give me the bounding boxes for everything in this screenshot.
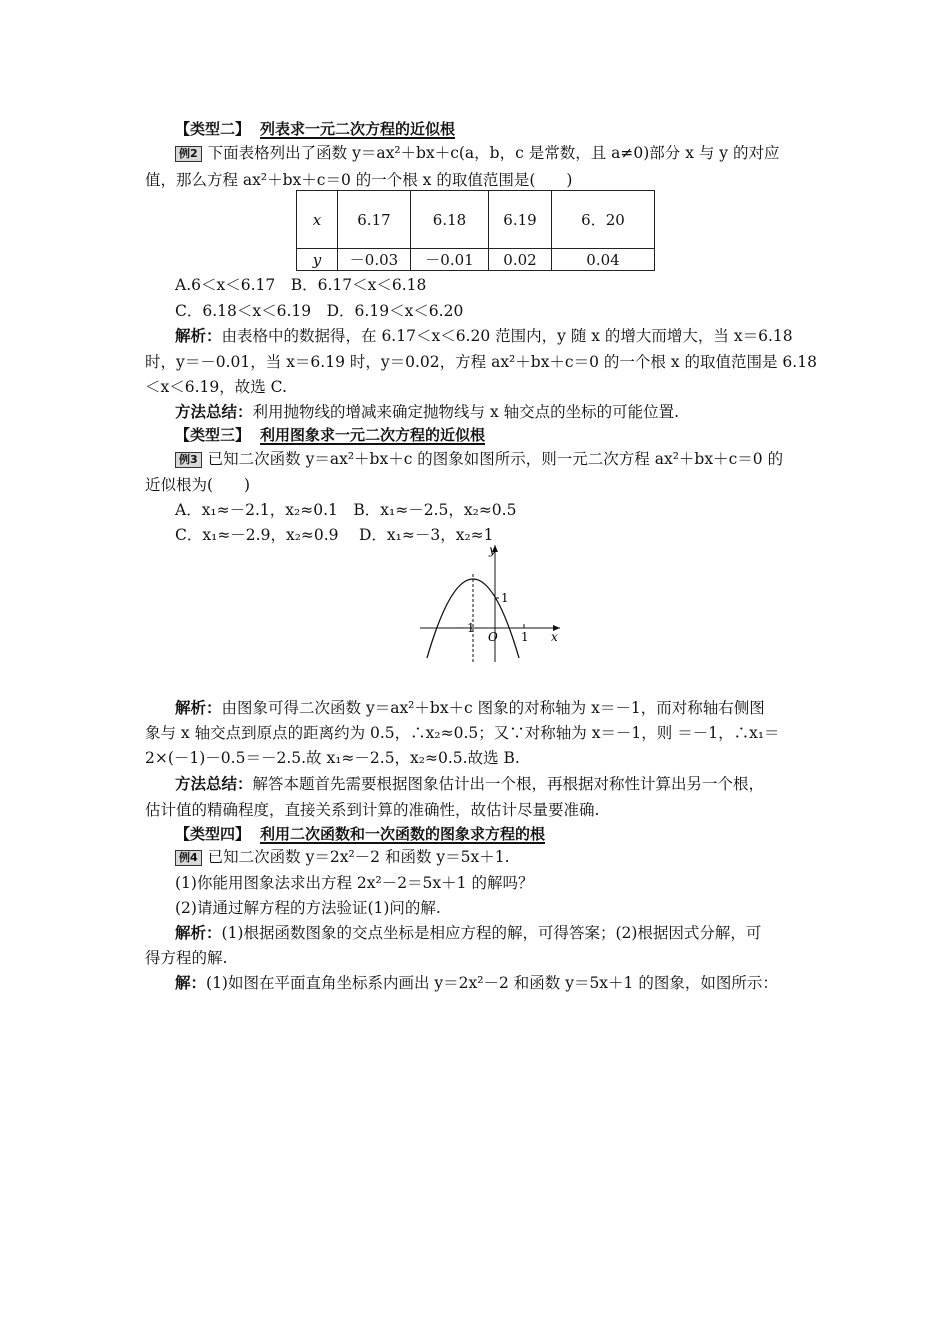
example4-badge: 例4: [175, 850, 202, 866]
y-axis-label: y: [489, 543, 496, 557]
answer-label: 解：: [175, 974, 207, 992]
table-cell: 6．20: [552, 191, 655, 249]
example4-q3: (2)请通过解方程的方法验证(1)问的解.: [175, 899, 441, 917]
example2-q1: 下面表格列出了函数 y＝ax²＋bx＋c(a，b，c 是常数，且 a≠0)部分 x 与 y 的对应: [207, 144, 780, 162]
table-cell: 6.19: [489, 191, 552, 249]
example4-solution-line1: 解析：(1)根据函数图象的交点坐标是相应方程的解，可得答案；(2)根据因式分解，可: [175, 924, 762, 942]
x-axis-label: x: [551, 630, 558, 644]
tick-label-y1: 1: [501, 591, 509, 605]
example2-solution-line1: 解析：由表格中的数据得，在 6.17＜x＜6.20 范围内，y 随 x 的增大而增大，当 x＝6.18: [175, 327, 793, 345]
example2-badge: 例2: [175, 146, 202, 162]
type4-heading: [175, 824, 855, 844]
type3-title: 利用图象求一元二次方程的近似根: [260, 426, 486, 444]
type3-heading: [175, 425, 855, 445]
example3-q2: 近似根为( ): [145, 476, 251, 494]
example4-answer: 解：(1)如图在平面直角坐标系内画出 y＝2x²－2 和函数 y＝5x＋1 的图象，如图所示：: [175, 974, 778, 992]
tick-label-neg1: －1: [455, 621, 475, 635]
example4-q2: (1)你能用图象法求出方程 2x²－2＝5x＋1 的解吗？: [175, 874, 534, 892]
type2-title: 列表求一元二次方程的近似根: [260, 120, 456, 138]
parabola-graph: [415, 540, 565, 665]
example2-options-ab: A.6＜x＜6.17 B．6.17＜x＜6.18: [175, 276, 427, 294]
table-row-y: [297, 249, 655, 271]
example4-solution-line2: 得方程的解.: [145, 949, 228, 967]
example4-question-line1: [175, 847, 855, 867]
example3-options-ab: A．x₁≈－2.1，x₂≈0.1 B．x₁≈－2.5，x₂≈0.5: [175, 501, 517, 519]
type2-heading: [175, 119, 855, 139]
summary-label: 方法总结：: [175, 775, 253, 793]
type4-tag: 【类型四】: [175, 825, 251, 843]
origin-label: O: [488, 630, 498, 644]
example3-question-line1: [175, 449, 855, 469]
table-cell: －0.01: [411, 249, 489, 271]
example3-solution-line3: 2×(－1)－0.5＝－2.5.故 x₁≈－2.5，x₂≈0.5.故选 B.: [145, 749, 520, 767]
example2-question-line1: [175, 143, 855, 163]
example2-summary: 方法总结：利用抛物线的增减来确定抛物线与 x 轴交点的坐标的可能位置.: [175, 403, 680, 421]
type4-title: 利用二次函数和一次函数的图象求方程的根: [260, 825, 546, 843]
example3-solution-line1: 解析：由图象可得二次函数 y＝ax²＋bx＋c 图象的对称轴为 x＝－1，而对称轴右侧图: [175, 699, 765, 717]
table-x-label: x: [312, 210, 322, 229]
table-cell: 6.17: [338, 191, 411, 249]
type2-tag: 【类型二】: [175, 120, 251, 138]
example3-solution-line2: 象与 x 轴交点到原点的距离约为 0.5，∴x₂≈0.5；又∵对称轴为 x＝－1，则 ＝－1，∴x₁＝: [145, 724, 780, 742]
example2-solution-line3: ＜x＜6.19，故选 C.: [145, 378, 287, 396]
table-y-label: y: [312, 250, 322, 269]
example3-options-cd: C．x₁≈－2.9，x₂≈0.9 D．x₁≈－3，x₂≈1: [175, 526, 494, 544]
example3-summary-line1: 方法总结：解答本题首先需要根据图象估计出一个根，再根据对称性计算出另一个根，: [175, 775, 765, 793]
type3-tag: 【类型三】: [175, 426, 251, 444]
table-cell: 0.04: [552, 249, 655, 271]
example3-q1: 已知二次函数 y＝ax²＋bx＋c 的图象如图所示，则一元二次方程 ax²＋bx＋c＝0 的: [207, 450, 784, 468]
example3-badge: 例3: [175, 452, 202, 468]
table-cell: 6.18: [411, 191, 489, 249]
table-cell: －0.03: [338, 249, 411, 271]
solution-label: 解析：: [175, 924, 222, 942]
table-cell: 0.02: [489, 249, 552, 271]
example2-options-cd: C．6.18＜x＜6.19 D．6.19＜x＜6.20: [175, 302, 464, 320]
tick-label-1: 1: [521, 630, 529, 644]
value-table: [296, 190, 655, 271]
example2-q2: 值，那么方程 ax²＋bx＋c＝0 的一个根 x 的取值范围是( ): [145, 171, 573, 189]
table-row-x: [297, 191, 655, 249]
solution-label: 解析：: [175, 699, 222, 717]
summary-label: 方法总结：: [175, 403, 253, 421]
solution-label: 解析：: [175, 327, 222, 345]
example2-solution-line2: 时，y＝－0.01，当 x＝6.19 时，y＝0.02，方程 ax²＋bx＋c＝0 的一个根 x 的取值范围是 6.18: [145, 353, 817, 371]
example4-q1: 已知二次函数 y＝2x²－2 和函数 y＝5x＋1.: [207, 848, 510, 866]
example3-summary-line2: 估计值的精确程度，直接关系到计算的准确性，故估计尽量要准确.: [145, 801, 600, 819]
